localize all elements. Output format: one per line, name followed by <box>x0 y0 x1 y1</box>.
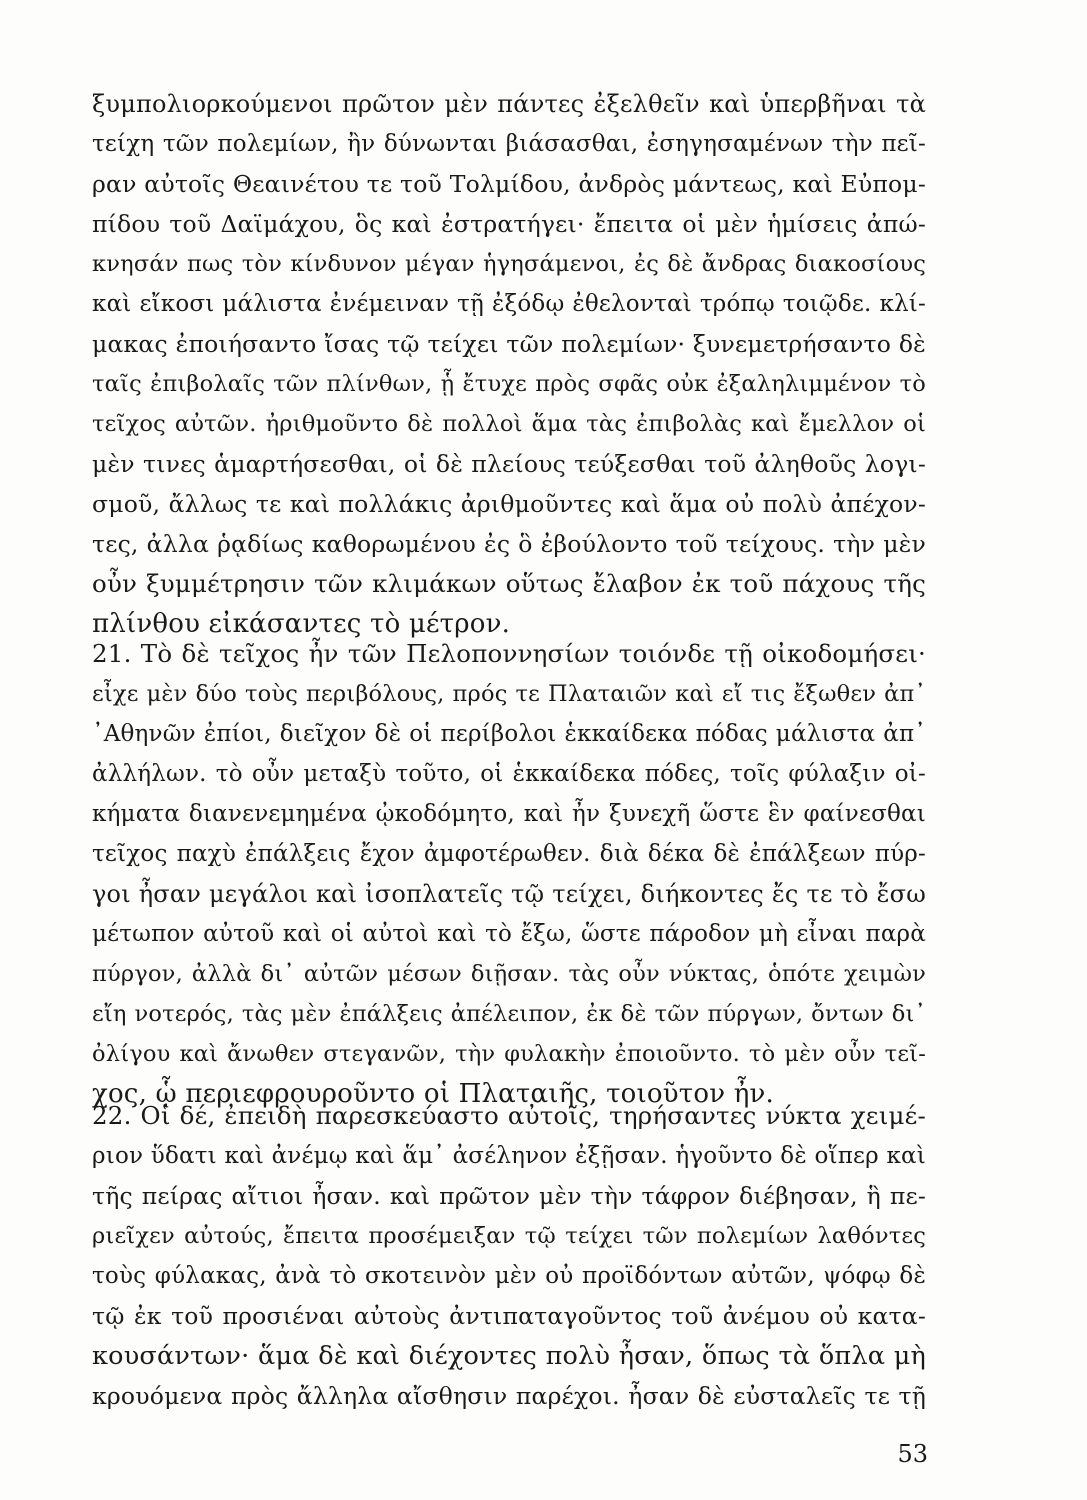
text-line: τεῖχος παχὺ ἐπάλξεις ἔχον ἀμφοτέρωθεν. διὰ δέκα δὲ ἐπάλξεων πύρ- <box>92 841 926 867</box>
text-line: 21. Τὸ δὲ τεῖχος ἦν τῶν Πελοποννησίων τοιόνδε τῇ οἰκοδομήσει· <box>92 639 926 668</box>
text-line: μέτωπον αὐτοῦ καὶ οἱ αὐτοὶ καὶ τὸ ἔξω, ὥστε πάροδον μὴ εἶναι παρὰ <box>92 921 926 947</box>
text-line: τείχη τῶν πολεμίων, ἢν δύνωνται βιάσασθαι, ἐσηγησαμένων τὴν πεῖ- <box>92 131 926 157</box>
text-line: οὖν ξυμμέτρησιν τῶν κλιμάκων οὕτως ἔλαβον ἐκ τοῦ πάχους τῆς <box>92 569 926 598</box>
text-line: ἀλλήλων. τὸ οὖν μεταξὺ τοῦτο, οἱ ἑκκαίδεκα πόδες, τοῖς φύλαξιν οἰ- <box>92 761 926 787</box>
text-line: κήματα διανενεμημένα ᾠκοδόμητο, καὶ ἦν ξυνεχῆ ὥστε ἓν φαίνεσθαι <box>92 801 926 827</box>
text-line: ριον ὕδατι καὶ ἀνέμῳ καὶ ἅμ᾽ ἀσέληνον ἐξῇσαν. ἡγοῦντο δὲ οἵπερ καὶ <box>92 1143 926 1169</box>
text-line: πίδου τοῦ Δαϊμάχου, ὃς καὶ ἐστρατήγει· ἔπειτα οἱ μὲν ἡμίσεις ἀπώ- <box>92 210 926 238</box>
text-line: ξυμπολιορκούμενοι πρῶτον μὲν πάντες ἐξελθεῖν καὶ ὑπερβῆναι τὰ <box>92 90 926 118</box>
text-line: κνησάν πως τὸν κίνδυνον μέγαν ἡγησάμενοι, ἐς δὲ ἄνδρας διακοσίους <box>92 251 926 277</box>
paragraph-21 <box>92 634 926 1114</box>
text-line: πλίνθου εἰκάσαντες τὸ μέτρον. <box>92 609 511 639</box>
text-line: ραν αὐτοῖς Θεαινέτου τε τοῦ Τολμίδου, ἀνδρὸς μάντεως, καὶ Εὐπομ- <box>92 170 926 198</box>
text-line: εἶχε μὲν δύο τοὺς περιβόλους, πρός τε Πλαταιῶν καὶ εἴ τις ἔξωθεν ἀπ᾽ <box>92 681 926 707</box>
text-line: κρουόμενα πρὸς ἄλληλα αἴσθησιν παρέχοι. ἦσαν δὲ εὐσταλεῖς τε τῇ <box>92 1382 926 1410</box>
text-line: 22. Οἱ δέ, ἐπειδὴ παρεσκεύαστο αὐτοῖς, τηρήσαντες νύκτα χειμέ- <box>92 1101 926 1130</box>
text-line: τοὺς φύλακας, ἀνὰ τὸ σκοτεινὸν μὲν οὐ προϊδόντων αὐτῶν, ψόφῳ δὲ <box>92 1263 926 1289</box>
text-line: εἴη νοτερός, τὰς μὲν ἐπάλξεις ἀπέλειπον, ἐκ δὲ τῶν πύργων, ὄντων δι᾽ <box>92 1001 926 1027</box>
text-line: γοι ἦσαν μεγάλοι καὶ ἰσοπλατεῖς τῷ τείχει, διήκοντες ἔς τε τὸ ἔσω <box>92 880 926 908</box>
text-line: χος, ᾧ περιεφρουροῦντο οἱ Πλαταιῆς, τοιοῦτον ἦν. <box>92 1079 774 1109</box>
text-line: τες, ἀλλα ῥᾳδίως καθορωμένου ἐς ὃ ἐβούλοντο τοῦ τείχους. τὴν μὲν <box>92 530 926 558</box>
text-line: καὶ εἴκοσι μάλιστα ἐνέμειναν τῇ ἐξόδῳ ἐθελονταὶ τρόπῳ τοιῷδε. κλί- <box>92 291 926 317</box>
text-line: ταῖς ἐπιβολαῖς τῶν πλίνθων, ᾗ ἔτυχε πρὸς σφᾶς οὐκ ἐξαληλιμμένον τὸ <box>92 371 926 397</box>
text-line: πύργον, ἀλλὰ δι᾽ αὐτῶν μέσων διῇσαν. τὰς οὖν νύκτας, ὁπότε χειμὼν <box>92 961 926 987</box>
paragraph-1 <box>92 84 926 644</box>
text-line: τῆς πείρας αἴτιοι ἦσαν. καὶ πρῶτον μὲν τὴν τάφρον διέβησαν, ἣ πε- <box>92 1182 926 1210</box>
text-line: ὀλίγου καὶ ἄνωθεν στεγανῶν, τὴν φυλακὴν ἐποιοῦντο. τὸ μὲν οὖν τεῖ- <box>92 1041 926 1067</box>
text-line: τῷ ἐκ τοῦ προσιέναι αὐτοὺς ἀντιπαταγοῦντος τοῦ ἀνέμου οὐ κατα- <box>92 1302 926 1330</box>
page-number: 53 <box>897 1440 928 1468</box>
text-line: ᾽Αθηνῶν ἐπίοι, διεῖχον δὲ οἱ περίβολοι ἑκκαίδεκα πόδας μάλιστα ἀπ᾽ <box>92 721 926 747</box>
text-line: τεῖχος αὐτῶν. ἠριθμοῦντο δὲ πολλοὶ ἅμα τὰς ἐπιβολὰς καὶ ἔμελλον οἱ <box>92 411 926 437</box>
text-line: κουσάντων· ἅμα δὲ καὶ διέχοντες πολὺ ἦσαν, ὅπως τὰ ὅπλα μὴ <box>92 1341 926 1371</box>
text-line: μὲν τινες ἁμαρτήσεσθαι, οἱ δὲ πλείους τεύξεσθαι τοῦ ἀληθοῦς λογι- <box>92 450 926 478</box>
paragraph-22 <box>92 1096 926 1416</box>
text-line: ριεῖχεν αὐτούς, ἔπειτα προσέμειξαν τῷ τείχει τῶν πολεμίων λαθόντες <box>92 1223 926 1249</box>
text-line: σμοῦ, ἄλλως τε καὶ πολλάκις ἀριθμοῦντες καὶ ἅμα οὐ πολὺ ἀπέχον- <box>92 490 926 518</box>
text-line: μακας ἐποιήσαντο ἴσας τῷ τείχει τῶν πολεμίων· ξυνεμετρήσαντο δὲ <box>92 330 926 358</box>
